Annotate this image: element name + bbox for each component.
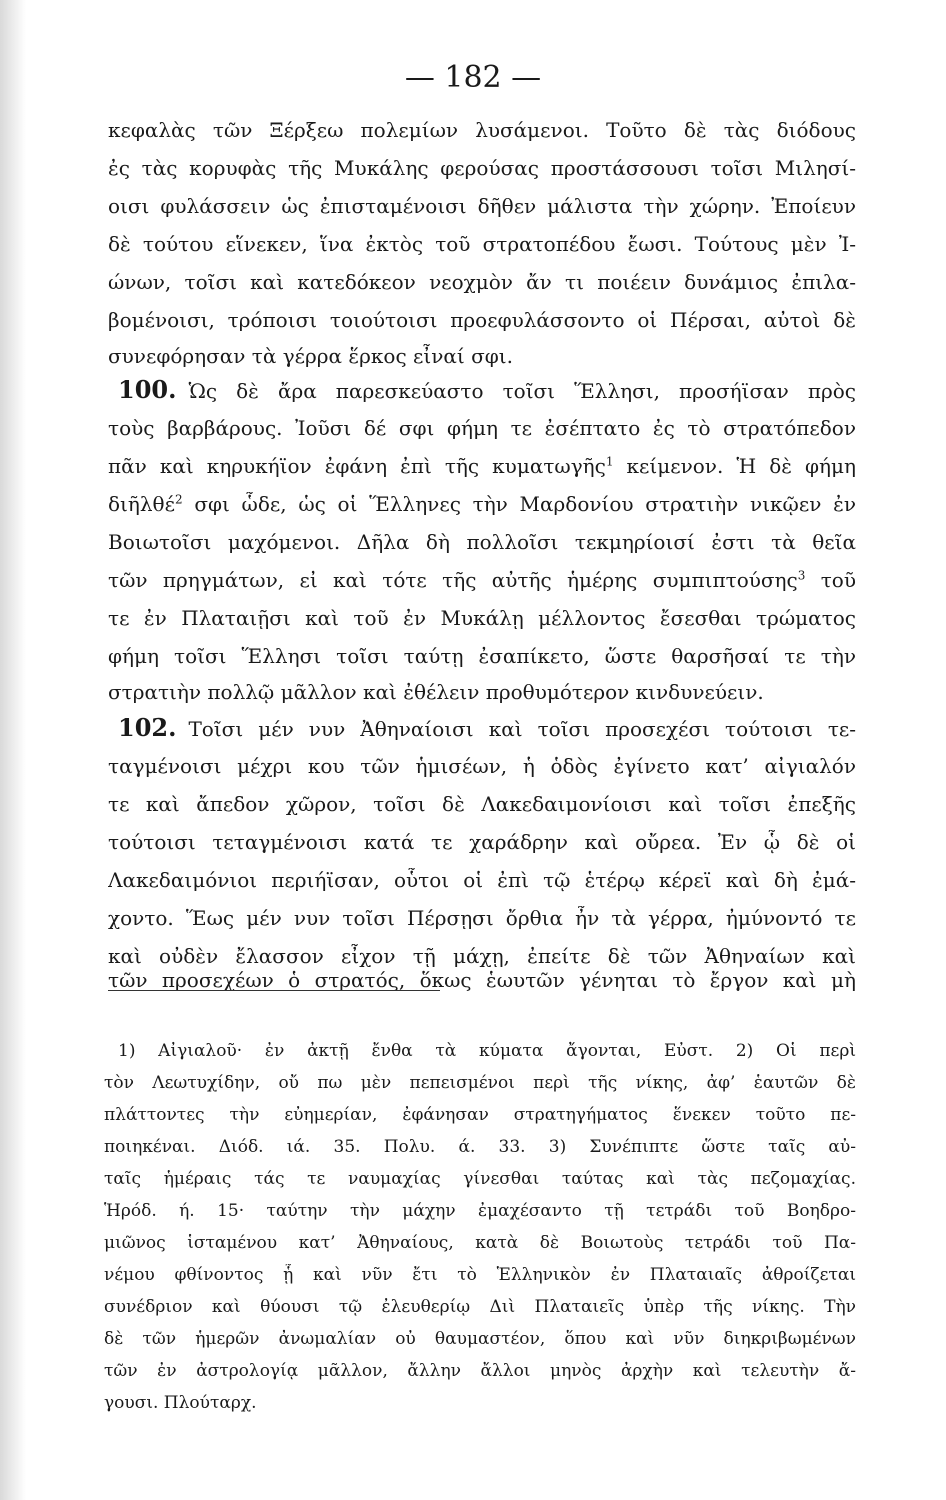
text-line: τοὺς βαρβάρους. Ἰοῦσι δέ σφι φήμη τε ἐσέπτατο ἐς τὸ στρατόπεδον xyxy=(108,416,856,440)
footnote-line: Ἡρόδ. ή. 15· ταύτην τὴν μάχην ἐμαχέσαντο τῇ τετράδι τοῦ Βοηδρο- xyxy=(104,1201,856,1221)
text-line xyxy=(108,492,856,516)
footnote-line: δὲ τῶν ἡμερῶν ἀνωμαλίαν οὐ θαυμαστέον, ὅπου καὶ νῦν διηκριβωμένων xyxy=(104,1329,856,1349)
footnote-line: μιῶνος ἱσταμένου κατ’ Ἀθηναίους, κατὰ δὲ Βοιωτοὺς τετράδι τοῦ Πα- xyxy=(104,1233,856,1253)
text-fragment: τοῦ xyxy=(805,568,856,592)
text-line: βομένοισι, τρόποισι τοιούτοισι προεφυλάσσοντο οἱ Πέρσαι, αὐτοὶ δὲ xyxy=(108,308,856,332)
text-line: τε καὶ ἄπεδον χῶρον, τοῖσι δὲ Λακεδαιμονίοισι καὶ τοῖσι ἐπεξῆς xyxy=(108,792,856,816)
paragraph-102-first-line xyxy=(118,716,856,741)
paragraph-100-first-line xyxy=(118,378,856,403)
text-line: συνεφόρησαν τὰ γέρρα ἕρκος εἶναί σφι. xyxy=(108,344,513,368)
text-line: φήμη τοῖσι Ἕλλησι τοῖσι ταύτῃ ἐσαπίκετο, ὥστε θαρσῆσαί τε τὴν xyxy=(108,644,856,668)
text-line: τούτοισι τεταγμένοισι κατά τε χαράδρην καὶ οὔρεα. Ἐν ᾧ δὲ οἱ xyxy=(108,830,856,854)
text-fragment: κείμενον. Ἡ δὲ φήμη xyxy=(613,454,856,478)
footnote-mark: 3 xyxy=(797,568,806,583)
text-fragment: πᾶν καὶ κηρυκήϊον ἐφάνη ἐπὶ τῆς κυματωγῆς xyxy=(108,454,606,478)
text-line: καὶ οὐδὲν ἔλασσον εἶχον τῇ μάχῃ, ἐπείτε δὲ τῶν Ἀθηναίων καὶ xyxy=(108,944,856,968)
text-line xyxy=(108,568,856,592)
text-line: τῶν προσεχέων ὁ στρατός, ὅκως ἑωυτῶν γένηται τὸ ἔργον καὶ μὴ xyxy=(108,968,856,992)
text-line: στρατιὴν πολλῷ μᾶλλον καὶ ἐθέλειν προθυμότερον κινδυνεύειν. xyxy=(108,680,764,704)
text-fragment: διῆλθέ xyxy=(108,492,175,516)
footnote-mark: 2 xyxy=(174,492,183,507)
text-fragment: σφι ὧδε, ὡς οἱ Ἕλληνες τὴν Μαρδονίου στρατιὴν νικῷεν ἐν xyxy=(182,492,856,516)
text-line xyxy=(108,454,856,478)
paragraph-text: Ὡς δὲ ἄρα παρεσκεύαστο τοῖσι Ἕλλησι, προσήϊσαν πρὸς xyxy=(188,379,856,403)
text-line: οισι φυλάσσειν ὡς ἐπισταμένοισι δῆθεν μάλιστα τὴν χώρην. Ἐποίευν xyxy=(108,194,856,218)
paragraph-text: Τοῖσι μέν νυν Ἀθηναίοισι καὶ τοῖσι προσεχέσι τούτοισι τε- xyxy=(188,717,856,741)
page-number: — 182 — xyxy=(404,60,542,95)
footnote-line: τὸν Λεωτυχίδην, οὔ πω μὲν πεπεισμένοι περὶ τῆς νίκης, ἀφ’ ἑαυτῶν δὲ xyxy=(104,1073,856,1093)
footnote-line: νέμου φθίνοντος ᾗ καὶ νῦν ἔτι τὸ Ἑλληνικὸν ἐν Πλαταιαῖς ἀθροίζεται xyxy=(104,1265,856,1285)
text-line: τε ἐν Πλαταιῇσι καὶ τοῦ ἐν Μυκάλῃ μέλλοντος ἔσεσθαι τρώματος xyxy=(108,606,856,630)
text-line: δὲ τούτου εἵνεκεν, ἵνα ἐκτὸς τοῦ στρατοπέδου ἔωσι. Τούτους μὲν Ἰ- xyxy=(108,232,856,256)
text-line: ταγμένοισι μέχρι κου τῶν ἡμισέων, ἡ ὁδὸς ἐγίνετο κατ’ αἰγιαλόν xyxy=(108,754,856,778)
paragraph-number: 102. xyxy=(118,716,177,741)
footnote-line: γουσι. Πλούταρχ. xyxy=(104,1393,257,1413)
footnote-divider xyxy=(108,990,440,991)
footnote-line: τῶν ἐν ἀστρολογίᾳ μᾶλλον, ἄλλην ἄλλοι μηνὸς ἀρχὴν καὶ τελευτὴν ἄ- xyxy=(104,1361,856,1381)
text-line: Λακεδαιμόνιοι περιήϊσαν, οὗτοι οἱ ἐπὶ τῷ ἑτέρῳ κέρεϊ καὶ δὴ ἐμά- xyxy=(108,868,856,892)
text-line: Βοιωτοῖσι μαχόμενοι. Δῆλα δὴ πολλοῖσι τεκμηρίοισί ἐστι τὰ θεῖα xyxy=(108,530,856,554)
text-line: ἐς τὰς κορυφὰς τῆς Μυκάλης φερούσας προστάσσουσι τοῖσι Μιλησί- xyxy=(108,156,856,180)
paragraph-number: 100. xyxy=(118,378,177,403)
text-line: χοντο. Ἕως μέν νυν τοῖσι Πέρσῃσι ὄρθια ἦν τὰ γέρρα, ἠμύνοντό τε xyxy=(108,906,856,930)
footnote-line: ποιηκέναι. Διόδ. ιά. 35. Πολυ. ά. 33. 3) Συνέπιπτε ὥστε ταῖς αὐ- xyxy=(104,1137,856,1157)
footnote-line: συνέδριον καὶ θύουσι τῷ ἐλευθερίῳ Διὶ Πλαταιεῖς ὑπὲρ τῆς νίκης. Τὴν xyxy=(104,1297,856,1317)
footnote-mark: 1 xyxy=(605,454,614,469)
text-line: κεφαλὰς τῶν Ξέρξεω πολεμίων λυσάμενοι. Τοῦτο δὲ τὰς διόδους xyxy=(108,118,856,142)
footnote-line: 1) Αἰγιαλοῦ· ἐν ἀκτῇ ἔνθα τὰ κύματα ἄγονται, Εὐστ. 2) Οἱ περὶ xyxy=(118,1041,856,1061)
text-line: ώνων, τοῖσι καὶ κατεδόκεον νεοχμὸν ἄν τι ποιέειν δυνάμιος ἐπιλα- xyxy=(108,270,856,294)
footnote-line: ταῖς ἡμέραις τάς τε ναυμαχίας γίνεσθαι ταύτας καὶ τὰς πεζομαχίας. xyxy=(104,1169,856,1189)
text-fragment: τῶν πρηγμάτων, εἰ καὶ τότε τῆς αὐτῆς ἡμέρης συμπιπτούσης xyxy=(108,568,798,592)
footnote-line: πλάττοντες τὴν εὐημερίαν, ἐφάνησαν στρατηγήματος ἕνεκεν τοῦτο πε- xyxy=(104,1105,856,1125)
